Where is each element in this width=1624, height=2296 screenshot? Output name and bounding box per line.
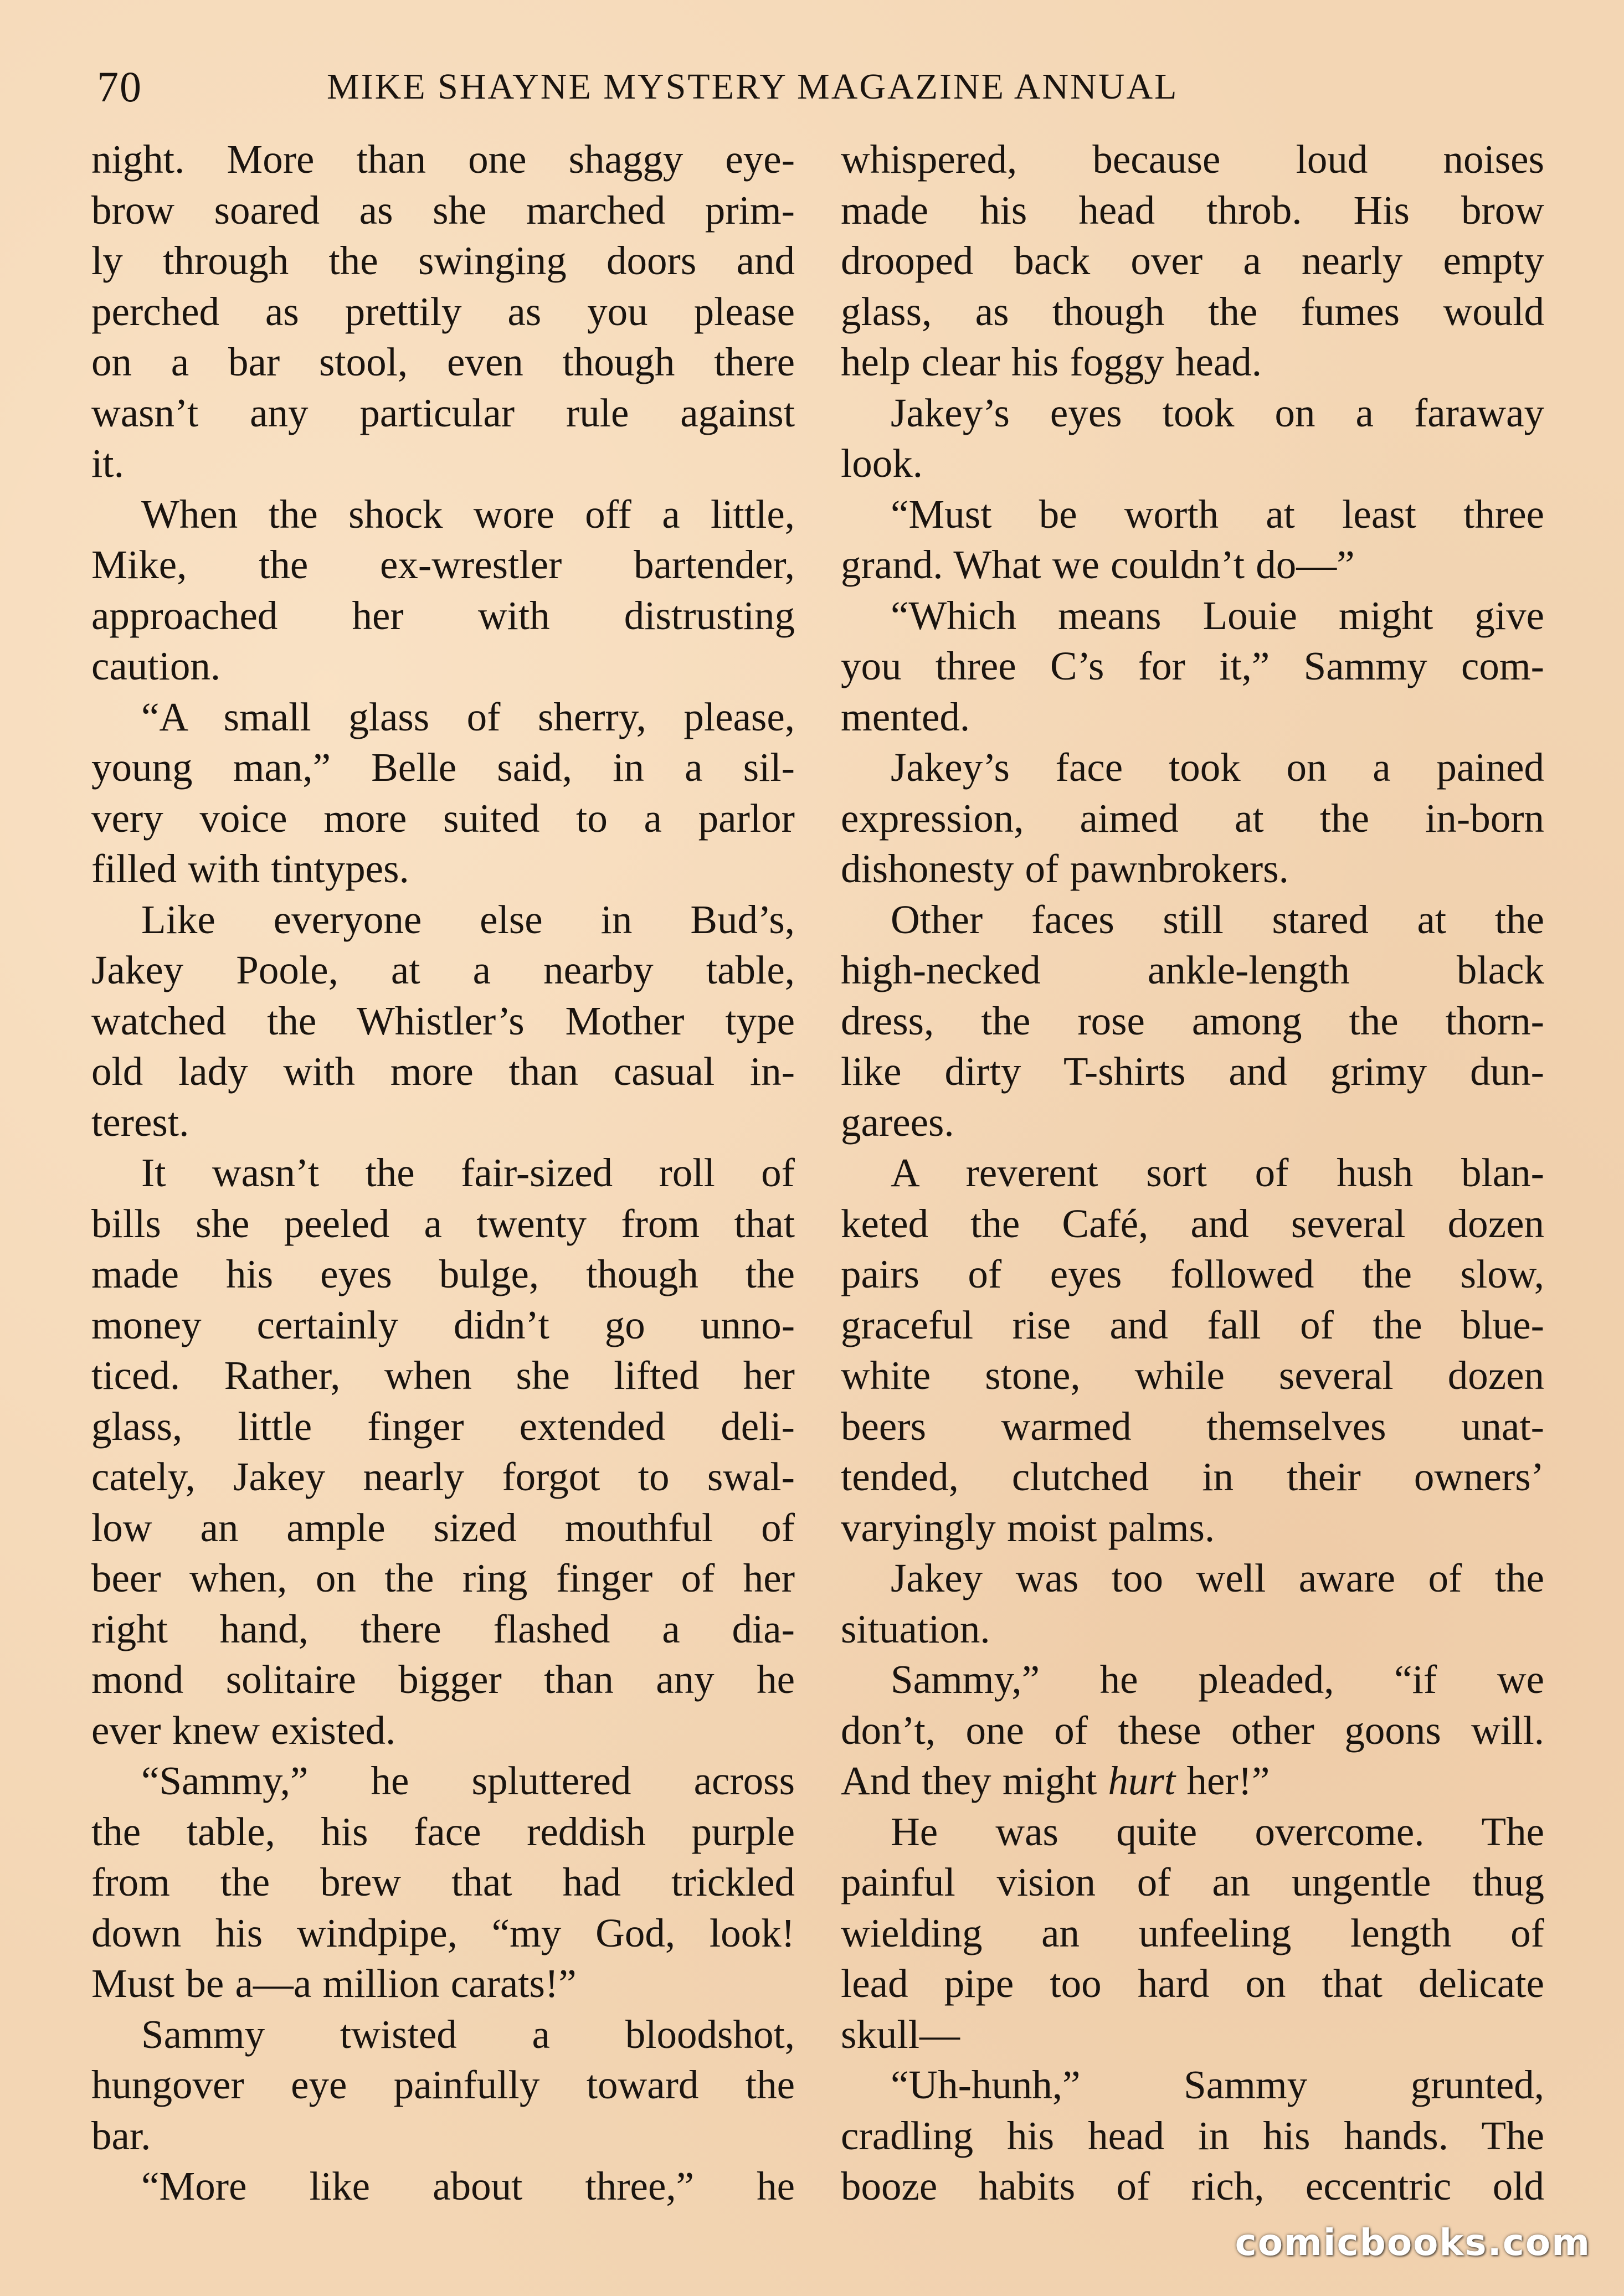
text-line: glass, little finger extended deli- [91, 1403, 795, 1449]
text-line: tended, clutched in their owners’ [841, 1454, 1544, 1499]
magazine-title: MIKE SHAYNE MYSTERY MAGAZINE ANNUAL [327, 66, 1179, 107]
text-line: glass, as though the fumes would [841, 289, 1544, 334]
text-column-left [91, 134, 795, 2212]
text-line: white stone, while several dozen [841, 1353, 1544, 1398]
text-line: watched the Whistler’s Mother type [91, 998, 795, 1043]
text-line: brow soared as she marched prim- [91, 187, 795, 233]
text-line: night. More than one shaggy eye- [91, 137, 795, 182]
text-line: very voice more suited to a parlor [91, 795, 795, 841]
text-line: you three C’s for it,” Sammy com- [841, 644, 1544, 688]
text-line: it. [91, 441, 124, 486]
text-line: wasn’t any particular rule against [91, 390, 795, 435]
text-line: cately, Jakey nearly forgot to swal- [91, 1454, 795, 1499]
text-line: made his eyes bulge, though the [91, 1252, 795, 1296]
text-line: ever knew existed. [91, 1707, 396, 1753]
text-line: mond solitaire bigger than any he [91, 1657, 795, 1702]
text-line: ticed. Rather, when she lifted her [91, 1353, 795, 1398]
text-line: Other faces still stared at the [891, 897, 1544, 942]
text-line: dress, the rose among the thorn- [841, 998, 1544, 1043]
text-line: “More like about three,” he [141, 2164, 795, 2209]
text-line: mented. [841, 694, 970, 739]
text-line: beer when, on the ring finger of her [91, 1556, 795, 1600]
text-line: like dirty T-shirts and grimy dun- [841, 1049, 1544, 1094]
text-line: pairs of eyes followed the slow, [841, 1252, 1544, 1296]
text-line: “Sammy,” he spluttered across [141, 1758, 795, 1803]
running-head [83, 62, 1545, 112]
text-line: the table, his face reddish purple [91, 1809, 795, 1854]
text-line: Mike, the ex-wrestler bartender, [91, 542, 795, 587]
text-line: young man,” Belle said, in a sil- [91, 745, 795, 790]
text-line: hungover eye painfully toward the [91, 2062, 795, 2107]
text-line: money certainly didn’t go unno- [91, 1302, 795, 1347]
text-line: bills she peeled a twenty from that [91, 1201, 795, 1246]
text-line: bar. [91, 2113, 151, 2158]
text-line: He was quite overcome. The [891, 1809, 1544, 1854]
text-line: “A small glass of sherry, please, [141, 694, 795, 739]
text-line: Jakey Poole, at a nearby table, [91, 948, 795, 992]
text-line: Jakey’s face took on a pained [891, 745, 1544, 790]
text-line: booze habits of rich, eccentric old [841, 2164, 1544, 2209]
text-column-right [841, 134, 1544, 2212]
text-line: graceful rise and fall of the blue- [841, 1302, 1544, 1347]
text-line: grand. What we couldn’t do—” [841, 542, 1355, 587]
text-line: high-necked ankle-length black [841, 948, 1544, 992]
text-line: beers warmed themselves unat- [841, 1403, 1544, 1449]
text-line: painful vision of an ungentle thug [841, 1860, 1544, 1904]
text-line: cradling his head in his hands. The [841, 2113, 1544, 2158]
text-line: “Which means Louie might give [891, 593, 1544, 638]
text-line: filled with tintypes. [91, 846, 409, 891]
text-line: look. [841, 441, 923, 486]
text-line: expression, aimed at the in-born [841, 795, 1544, 841]
text-line: drooped back over a nearly empty [841, 238, 1544, 283]
page-number: 70 [97, 63, 142, 111]
text-line: low an ample sized mouthful of [91, 1505, 795, 1550]
text-line: ly through the swinging doors and [91, 238, 795, 283]
text-line: made his head throb. His brow [841, 187, 1544, 233]
text-line: dishonesty of pawnbrokers. [841, 846, 1289, 891]
text-line: lead pipe too hard on that delicate [841, 1961, 1544, 2006]
text-line: on a bar stool, even though there [91, 339, 795, 384]
text-line: Like everyone else in Bud’s, [141, 897, 795, 942]
text-line: whispered, because loud noises [841, 137, 1544, 182]
text-line: down his windpipe, “my God, look! [91, 1910, 795, 1955]
watermark: comicbooks.com [1235, 2221, 1591, 2264]
text-line: “Must be worth at least three [891, 491, 1544, 537]
text-line: “Uh-hunh,” Sammy grunted, [891, 2062, 1544, 2107]
text-line: varyingly moist palms. [841, 1505, 1215, 1550]
text-line: When the shock wore off a little, [141, 491, 795, 537]
text-line: Jakey was too well aware of the [891, 1556, 1544, 1600]
text-line: perched as prettily as you please [91, 289, 795, 334]
text-line: A reverent sort of hush blan- [891, 1150, 1544, 1195]
text-line: Jakey’s eyes took on a faraway [891, 390, 1544, 435]
text-line: And they might hurt her!” [841, 1758, 1270, 1803]
text-line: keted the Café, and several dozen [841, 1201, 1544, 1246]
text-line: help clear his foggy head. [841, 339, 1262, 384]
text-line: approached her with distrusting [91, 593, 795, 638]
text-line: Sammy twisted a bloodshot, [141, 2011, 795, 2057]
text-line: don’t, one of these other goons will. [841, 1707, 1544, 1753]
text-line: from the brew that had trickled [91, 1860, 795, 1904]
text-line: wielding an unfeeling length of [841, 1910, 1544, 1955]
text-line: skull— [841, 2011, 960, 2057]
text-line: terest. [91, 1099, 189, 1145]
text-line: right hand, there flashed a dia- [91, 1606, 795, 1651]
text-line: Must be a—a million carats!” [91, 1961, 577, 2006]
text-line: Sammy,” he pleaded, “if we [891, 1657, 1544, 1702]
text-line: old lady with more than casual in- [91, 1049, 795, 1094]
text-line: It wasn’t the fair-sized roll of [141, 1150, 795, 1195]
text-line: situation. [841, 1606, 990, 1651]
text-line: garees. [841, 1099, 954, 1145]
text-line: caution. [91, 644, 221, 688]
